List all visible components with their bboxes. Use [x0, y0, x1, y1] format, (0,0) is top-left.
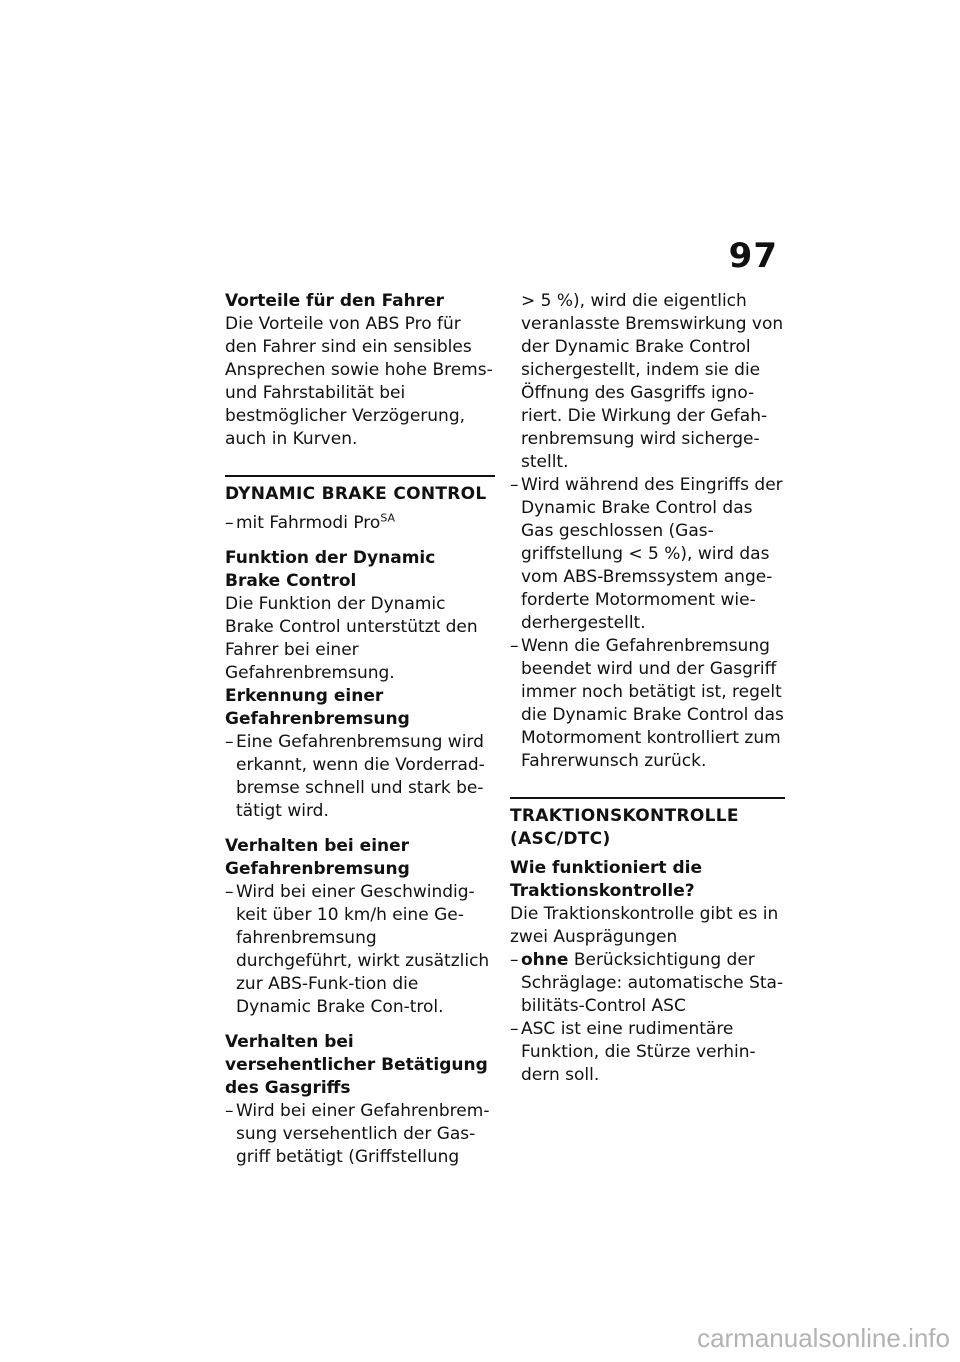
- dash-bullet: –: [225, 732, 234, 752]
- dash-bullet: –: [225, 513, 234, 533]
- paragraph-auspraegungen: Die Traktionskontrolle gibt es in zwei Ausprägungen: [510, 904, 779, 947]
- list-item-mode: [225, 512, 495, 535]
- paragraph-funktion: Die Funktion der Dynamic Brake Control unterstützt den Fahrer bei einer Gefahrenbremsung.: [225, 594, 478, 683]
- section-title-traktion: TRAKTIONSKONTROLLE (ASC/DTC): [510, 797, 785, 851]
- page-number: 97: [728, 236, 778, 276]
- paragraph-vorteile: Die Vorteile von ABS Pro für den Fahrer sind ein sensibles Ansprechen sowie hohe Brems- und Fahrstabilität bei bestmöglicher Verzögerung, auch in Kurven.: [225, 314, 493, 449]
- heading-funktion: Funktion der Dynamic Brake Control: [225, 548, 436, 591]
- section-title-dynamic-brake: DYNAMIC BRAKE CONTROL: [225, 475, 495, 506]
- dash-bullet: –: [510, 950, 519, 970]
- list-item-continued: > 5 %), wird die eigentlich veranlasste Bremswirkung von der Dynamic Brake Control sichergestellt, indem sie die Öffnung des Gasgriffs igno-riert. Die Wirkung der Gefah-renbremsung wird sicherge-stellt.: [521, 291, 784, 472]
- list-item: – ASC ist eine rudimentäre Funktion, die Stürze verhin-dern soll.: [510, 1019, 756, 1085]
- dash-bullet: –: [225, 882, 234, 902]
- right-column: [510, 290, 785, 1087]
- heading-erkennung: Erkennung einer Gefahrenbremsung: [225, 686, 410, 729]
- heading-wie-funktioniert: Wie funktioniert die Traktionskontrolle?: [510, 858, 702, 901]
- list-item: – Wird bei einer Gefahrenbrem-sung versehentlich der Gas-griff betätigt (Griffstellung: [225, 1101, 490, 1167]
- bold-ohne: ohne: [521, 950, 569, 970]
- dash-bullet: –: [510, 636, 519, 656]
- mode-text: mit Fahrmodi Pro: [236, 513, 381, 533]
- dash-bullet: –: [225, 1101, 234, 1121]
- heading-verhalten: Verhalten bei einer Gefahrenbremsung: [225, 836, 410, 879]
- heading-versehentlich: Verhalten bei versehentlicher Betätigung des Gasgriffs: [225, 1032, 488, 1098]
- dash-bullet: –: [510, 475, 519, 495]
- left-column: [225, 290, 495, 1169]
- list-item: – Eine Gefahrenbremsung wird erkannt, wenn die Vorderrad-bremse schnell und stark be-tätigt wird.: [225, 732, 485, 821]
- watermark-footer: carmanualsonline.info: [697, 1323, 950, 1353]
- mode-superscript: SA: [380, 511, 396, 525]
- list-item: – ohne Berücksichtigung der Schräglage: automatische Sta-bilitäts-Control ASC: [510, 950, 784, 1016]
- list-item: – Wird bei einer Geschwindig-keit über 10 km/h eine Ge-fahrenbremsung durchgeführt, wirkt zusätzlich zur ABS-Funk-tion die Dynamic Brake Con-trol.: [225, 882, 490, 1017]
- list-item: – Wenn die Gefahrenbremsung beendet wird und der Gasgriff immer noch betätigt ist, regelt die Dynamic Brake Control das Motormoment kontrolliert zum Fahrerwunsch zurück.: [510, 636, 784, 771]
- heading-vorteile: Vorteile für den Fahrer: [225, 291, 445, 311]
- dash-bullet: –: [510, 1019, 519, 1039]
- list-item: – Wird während des Eingriffs der Dynamic Brake Control das Gas geschlossen (Gas-griffstellung < 5 %), wird das vom ABS-Bremssystem ange-forderte Motormoment wie-derhergestellt.: [510, 475, 783, 633]
